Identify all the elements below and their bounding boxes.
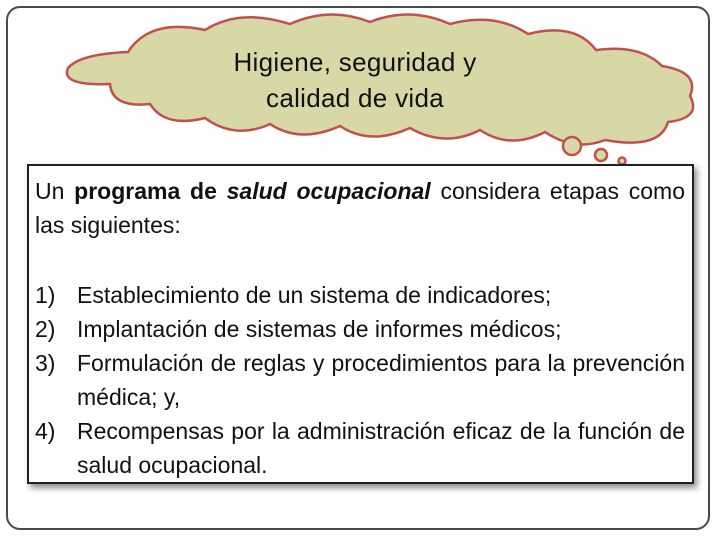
slide-title — [170, 44, 540, 116]
thought-bubble-large — [563, 137, 581, 155]
intro-word: Un — [35, 178, 65, 204]
list-item-text: Formulación de reglas y procedimientos para la prevención médica; y, — [77, 350, 685, 410]
title-line-2: calidad de vida — [266, 83, 444, 113]
list-item-number: 3) — [35, 350, 56, 376]
list-item-number: 1) — [35, 282, 56, 308]
list-item — [35, 414, 685, 482]
list-item — [35, 278, 685, 312]
thought-bubble-medium — [595, 149, 607, 161]
steps-list — [35, 278, 685, 482]
list-item-number: 4) — [35, 418, 56, 444]
title-line-1: Higiene, seguridad y — [233, 47, 477, 77]
list-item-number: 2) — [35, 316, 56, 342]
list-item-text: Establecimiento de un sistema de indicadores; — [77, 282, 552, 308]
list-item-text: Implantación de sistemas de informes médicos; — [77, 316, 562, 342]
list-item — [35, 312, 685, 346]
list-item — [35, 346, 685, 414]
intro-paragraph — [35, 174, 685, 242]
intro-rest: considera etapas como las siguientes: — [35, 178, 685, 238]
intro-program: programa de — [74, 178, 217, 204]
content-box — [27, 164, 694, 484]
list-item-text: Recompensas por la administración eficaz de la función de salud ocupacional. — [77, 418, 685, 478]
intro-salud-ocupacional: salud ocupacional — [226, 178, 431, 204]
